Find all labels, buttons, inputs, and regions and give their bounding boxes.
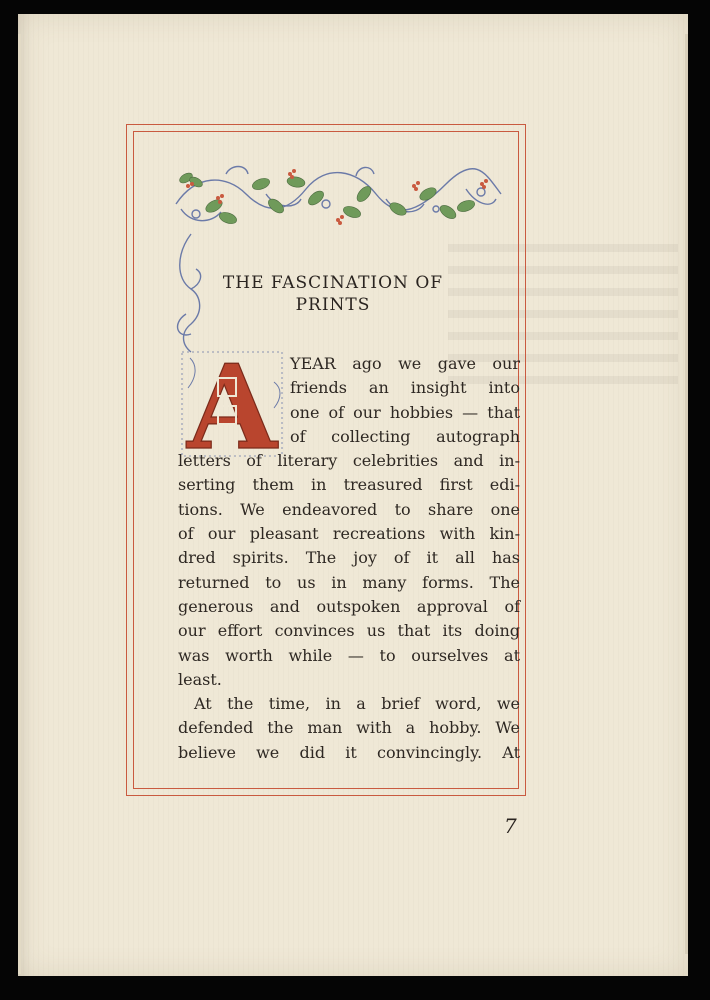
text-line: one of our hobbies — that xyxy=(290,402,520,422)
body-text xyxy=(178,352,520,765)
text-line: our effort convinces us that its doing xyxy=(178,621,520,641)
page-number: 7 xyxy=(504,814,517,838)
vine-ornament-icon xyxy=(166,164,506,364)
chapter-title-line-1: THE FASCINATION OF xyxy=(222,273,444,293)
text-line: was worth while — to ourselves at xyxy=(178,645,520,665)
text-line: YEAR ago we gave our xyxy=(290,354,520,373)
text-line: tions. We endeavored to share one xyxy=(178,499,520,519)
text-line: friends an insight into xyxy=(290,378,520,398)
page-right-edge xyxy=(685,34,688,954)
page-left-edge xyxy=(18,34,21,974)
text-line: of our pleasant recreations with kin- xyxy=(178,524,520,544)
text-line: returned to us in many forms. The xyxy=(178,572,520,592)
dropcap-letter: A xyxy=(186,348,278,460)
text-line: generous and outspoken approval of xyxy=(178,596,520,616)
text-line: defended the man with a hobby. We xyxy=(178,718,520,738)
text-line: believe we did it convincingly. At xyxy=(178,742,520,762)
text-line: of collecting autograph xyxy=(290,426,520,446)
chapter-title-line-2: PRINTS xyxy=(295,295,371,315)
text-line: dred spirits. The joy of it all has xyxy=(178,548,520,568)
text-line: letters of literary celebrities and in- xyxy=(178,451,520,471)
text-line: serting them in treasured first edi- xyxy=(178,475,520,495)
text-line: At the time, in a brief word, we xyxy=(194,694,520,714)
chapter-title xyxy=(178,272,488,316)
text-line: least. xyxy=(178,669,222,689)
book-page xyxy=(18,14,688,976)
